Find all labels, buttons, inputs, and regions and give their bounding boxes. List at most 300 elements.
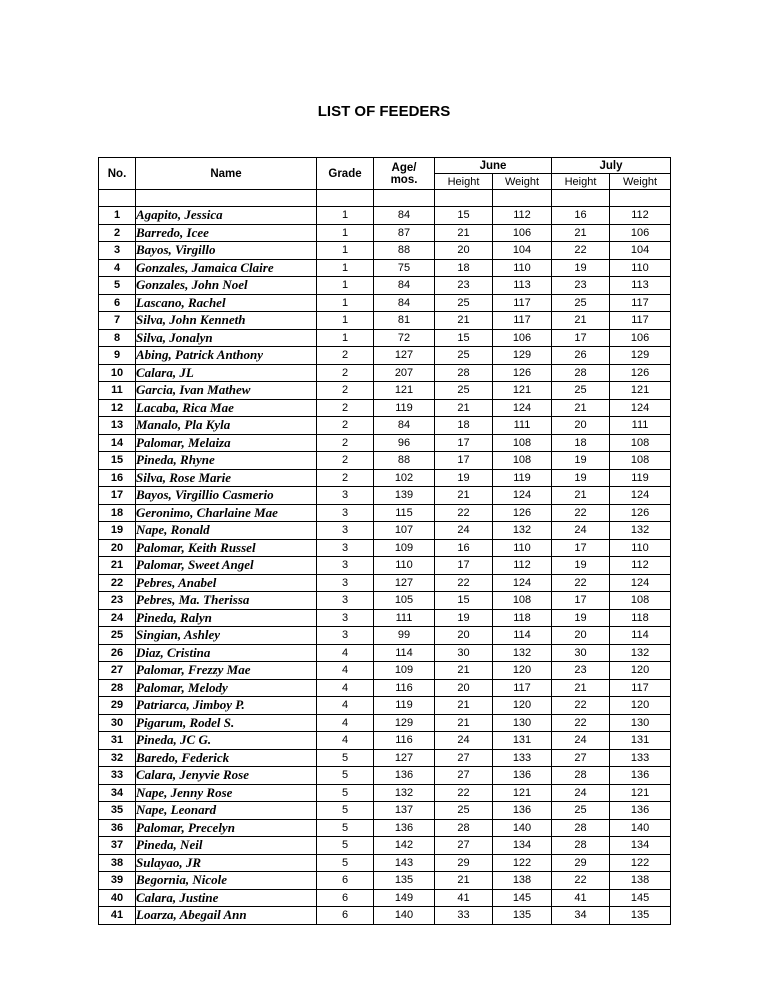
age-months: 88 — [374, 242, 435, 260]
july-weight: 106 — [610, 224, 671, 242]
age-months: 105 — [374, 592, 435, 610]
july-weight: 136 — [610, 767, 671, 785]
grade: 5 — [317, 749, 374, 767]
june-height: 21 — [435, 697, 493, 715]
july-weight: 133 — [610, 749, 671, 767]
student-name: Palomar, Sweet Angel — [136, 557, 317, 575]
july-height: 22 — [552, 697, 610, 715]
june-weight: 112 — [493, 557, 552, 575]
table-row — [99, 504, 671, 522]
student-name: Loarza, Abegail Ann — [136, 907, 317, 925]
july-height: 24 — [552, 732, 610, 750]
blank-row — [99, 190, 671, 207]
july-weight: 124 — [610, 574, 671, 592]
age-months: 75 — [374, 259, 435, 277]
student-name: Abing, Patrick Anthony — [136, 347, 317, 365]
grade: 5 — [317, 854, 374, 872]
july-weight: 121 — [610, 784, 671, 802]
june-weight: 113 — [493, 277, 552, 295]
june-weight: 124 — [493, 399, 552, 417]
table-row — [99, 767, 671, 785]
table-row — [99, 364, 671, 382]
table-row — [99, 469, 671, 487]
grade: 1 — [317, 259, 374, 277]
july-height: 19 — [552, 557, 610, 575]
age-months: 84 — [374, 277, 435, 295]
july-height: 29 — [552, 854, 610, 872]
row-number: 20 — [99, 539, 136, 557]
july-weight: 132 — [610, 522, 671, 540]
table-row — [99, 557, 671, 575]
grade: 6 — [317, 872, 374, 890]
june-height: 41 — [435, 889, 493, 907]
july-weight: 120 — [610, 662, 671, 680]
student-name: Agapito, Jessica — [136, 207, 317, 225]
age-months: 119 — [374, 399, 435, 417]
age-months: 109 — [374, 539, 435, 557]
june-weight: 104 — [493, 242, 552, 260]
june-weight: 136 — [493, 767, 552, 785]
july-weight: 138 — [610, 872, 671, 890]
table-row — [99, 294, 671, 312]
grade: 3 — [317, 504, 374, 522]
age-months: 136 — [374, 767, 435, 785]
table-row — [99, 819, 671, 837]
june-height: 17 — [435, 557, 493, 575]
july-height: 28 — [552, 837, 610, 855]
row-number: 36 — [99, 819, 136, 837]
table-row — [99, 872, 671, 890]
july-weight: 124 — [610, 487, 671, 505]
july-weight: 126 — [610, 504, 671, 522]
header-no: No. — [99, 158, 136, 190]
june-weight: 135 — [493, 907, 552, 925]
june-height: 20 — [435, 627, 493, 645]
age-months: 129 — [374, 714, 435, 732]
july-height: 20 — [552, 417, 610, 435]
grade: 3 — [317, 557, 374, 575]
june-weight: 134 — [493, 837, 552, 855]
june-height: 25 — [435, 802, 493, 820]
student-name: Pigarum, Rodel S. — [136, 714, 317, 732]
june-weight: 121 — [493, 784, 552, 802]
student-name: Pineda, Ralyn — [136, 609, 317, 627]
june-height: 21 — [435, 399, 493, 417]
june-weight: 140 — [493, 819, 552, 837]
row-number: 11 — [99, 382, 136, 400]
july-weight: 112 — [610, 557, 671, 575]
grade: 3 — [317, 539, 374, 557]
age-months: 149 — [374, 889, 435, 907]
student-name: Gonzales, Jamaica Claire — [136, 259, 317, 277]
age-months: 127 — [374, 749, 435, 767]
june-weight: 126 — [493, 504, 552, 522]
row-number: 32 — [99, 749, 136, 767]
july-weight: 110 — [610, 539, 671, 557]
row-number: 25 — [99, 627, 136, 645]
header-name: Name — [136, 158, 317, 190]
student-name: Bayos, Virgillo — [136, 242, 317, 260]
july-height: 22 — [552, 504, 610, 522]
june-weight: 117 — [493, 312, 552, 330]
june-height: 15 — [435, 207, 493, 225]
student-name: Silva, Jonalyn — [136, 329, 317, 347]
july-height: 21 — [552, 224, 610, 242]
june-height: 27 — [435, 767, 493, 785]
student-name: Pebres, Ma. Therissa — [136, 592, 317, 610]
age-months: 84 — [374, 207, 435, 225]
student-name: Geronimo, Charlaine Mae — [136, 504, 317, 522]
row-number: 23 — [99, 592, 136, 610]
age-months: 121 — [374, 382, 435, 400]
july-weight: 117 — [610, 312, 671, 330]
june-height: 22 — [435, 574, 493, 592]
july-height: 21 — [552, 487, 610, 505]
row-number: 10 — [99, 364, 136, 382]
age-months: 116 — [374, 679, 435, 697]
july-height: 17 — [552, 329, 610, 347]
age-months: 127 — [374, 574, 435, 592]
july-weight: 124 — [610, 399, 671, 417]
row-number: 34 — [99, 784, 136, 802]
june-height: 16 — [435, 539, 493, 557]
june-height: 22 — [435, 784, 493, 802]
june-height: 25 — [435, 294, 493, 312]
grade: 5 — [317, 837, 374, 855]
july-height: 22 — [552, 242, 610, 260]
june-weight: 108 — [493, 434, 552, 452]
june-weight: 132 — [493, 644, 552, 662]
table-row — [99, 347, 671, 365]
june-weight: 108 — [493, 592, 552, 610]
grade: 2 — [317, 347, 374, 365]
july-height: 23 — [552, 662, 610, 680]
table-row — [99, 242, 671, 260]
june-height: 24 — [435, 732, 493, 750]
june-height: 17 — [435, 452, 493, 470]
june-weight: 131 — [493, 732, 552, 750]
june-height: 21 — [435, 872, 493, 890]
july-height: 24 — [552, 784, 610, 802]
june-height: 28 — [435, 819, 493, 837]
june-weight: 124 — [493, 487, 552, 505]
row-number: 7 — [99, 312, 136, 330]
age-months: 116 — [374, 732, 435, 750]
table-row — [99, 259, 671, 277]
june-height: 23 — [435, 277, 493, 295]
july-height: 19 — [552, 452, 610, 470]
row-number: 14 — [99, 434, 136, 452]
grade: 3 — [317, 627, 374, 645]
grade: 1 — [317, 277, 374, 295]
june-weight: 133 — [493, 749, 552, 767]
june-height: 15 — [435, 592, 493, 610]
header-july: July — [552, 158, 671, 174]
student-name: Calara, JL — [136, 364, 317, 382]
july-height: 26 — [552, 347, 610, 365]
table-row — [99, 644, 671, 662]
row-number: 8 — [99, 329, 136, 347]
june-weight: 106 — [493, 224, 552, 242]
june-height: 29 — [435, 854, 493, 872]
grade: 3 — [317, 609, 374, 627]
july-height: 17 — [552, 592, 610, 610]
grade: 3 — [317, 487, 374, 505]
age-months: 139 — [374, 487, 435, 505]
row-number: 1 — [99, 207, 136, 225]
july-height: 19 — [552, 609, 610, 627]
grade: 2 — [317, 382, 374, 400]
grade: 2 — [317, 452, 374, 470]
age-months: 72 — [374, 329, 435, 347]
student-name: Lascano, Rachel — [136, 294, 317, 312]
july-weight: 135 — [610, 907, 671, 925]
student-name: Pineda, JC G. — [136, 732, 317, 750]
row-number: 21 — [99, 557, 136, 575]
student-name: Nape, Jenny Rose — [136, 784, 317, 802]
june-weight: 130 — [493, 714, 552, 732]
student-name: Pineda, Neil — [136, 837, 317, 855]
student-name: Baredo, Federick — [136, 749, 317, 767]
student-name: Garcia, Ivan Mathew — [136, 382, 317, 400]
july-weight: 104 — [610, 242, 671, 260]
age-months: 109 — [374, 662, 435, 680]
june-height: 30 — [435, 644, 493, 662]
student-name: Barredo, Icee — [136, 224, 317, 242]
grade: 1 — [317, 207, 374, 225]
july-height: 22 — [552, 872, 610, 890]
student-name: Pineda, Rhyne — [136, 452, 317, 470]
july-height: 25 — [552, 802, 610, 820]
grade: 2 — [317, 417, 374, 435]
header-july-height: Height — [552, 174, 610, 190]
student-name: Silva, Rose Marie — [136, 469, 317, 487]
student-name: Lacaba, Rica Mae — [136, 399, 317, 417]
row-number: 15 — [99, 452, 136, 470]
table-row — [99, 732, 671, 750]
row-number: 13 — [99, 417, 136, 435]
grade: 6 — [317, 907, 374, 925]
july-weight: 120 — [610, 697, 671, 715]
table-row — [99, 487, 671, 505]
row-number: 41 — [99, 907, 136, 925]
age-months: 119 — [374, 697, 435, 715]
grade: 1 — [317, 329, 374, 347]
table-row — [99, 522, 671, 540]
june-weight: 122 — [493, 854, 552, 872]
table-row — [99, 574, 671, 592]
header-age — [374, 158, 435, 190]
header-june: June — [435, 158, 552, 174]
grade: 4 — [317, 697, 374, 715]
row-number: 18 — [99, 504, 136, 522]
july-height: 16 — [552, 207, 610, 225]
grade: 2 — [317, 399, 374, 417]
student-name: Patriarca, Jimboy P. — [136, 697, 317, 715]
row-number: 5 — [99, 277, 136, 295]
row-number: 27 — [99, 662, 136, 680]
student-name: Palomar, Melaiza — [136, 434, 317, 452]
grade: 4 — [317, 679, 374, 697]
age-months: 99 — [374, 627, 435, 645]
grade: 4 — [317, 714, 374, 732]
july-height: 21 — [552, 312, 610, 330]
age-months: 140 — [374, 907, 435, 925]
july-weight: 145 — [610, 889, 671, 907]
june-weight: 108 — [493, 452, 552, 470]
student-name: Nape, Ronald — [136, 522, 317, 540]
july-height: 20 — [552, 627, 610, 645]
july-weight: 119 — [610, 469, 671, 487]
row-number: 24 — [99, 609, 136, 627]
july-weight: 122 — [610, 854, 671, 872]
july-weight: 130 — [610, 714, 671, 732]
age-months: 111 — [374, 609, 435, 627]
row-number: 12 — [99, 399, 136, 417]
grade: 5 — [317, 767, 374, 785]
header-june-height: Height — [435, 174, 493, 190]
table-row — [99, 329, 671, 347]
feeders-table — [98, 157, 671, 925]
row-number: 29 — [99, 697, 136, 715]
table-row — [99, 854, 671, 872]
table-row — [99, 382, 671, 400]
july-height: 19 — [552, 259, 610, 277]
june-height: 19 — [435, 469, 493, 487]
header-july-weight: Weight — [610, 174, 671, 190]
grade: 5 — [317, 784, 374, 802]
june-height: 27 — [435, 749, 493, 767]
grade: 5 — [317, 819, 374, 837]
table-row — [99, 627, 671, 645]
grade: 3 — [317, 574, 374, 592]
row-number: 3 — [99, 242, 136, 260]
july-height: 30 — [552, 644, 610, 662]
row-number: 26 — [99, 644, 136, 662]
june-weight: 112 — [493, 207, 552, 225]
july-weight: 131 — [610, 732, 671, 750]
grade: 1 — [317, 242, 374, 260]
grade: 2 — [317, 434, 374, 452]
july-weight: 110 — [610, 259, 671, 277]
age-months: 135 — [374, 872, 435, 890]
student-name: Manalo, Pla Kyla — [136, 417, 317, 435]
table-row — [99, 907, 671, 925]
age-months: 114 — [374, 644, 435, 662]
july-height: 18 — [552, 434, 610, 452]
july-weight: 108 — [610, 434, 671, 452]
page-title: LIST OF FEEDERS — [317, 103, 451, 120]
table-row — [99, 802, 671, 820]
june-height: 18 — [435, 259, 493, 277]
student-name: Bayos, Virgillio Casmerio — [136, 487, 317, 505]
grade: 2 — [317, 364, 374, 382]
age-months: 88 — [374, 452, 435, 470]
table-row — [99, 592, 671, 610]
june-weight: 121 — [493, 382, 552, 400]
june-weight: 120 — [493, 697, 552, 715]
row-number: 28 — [99, 679, 136, 697]
july-height: 19 — [552, 469, 610, 487]
student-name: Calara, Jenyvie Rose — [136, 767, 317, 785]
table-row — [99, 679, 671, 697]
july-weight: 117 — [610, 679, 671, 697]
june-height: 21 — [435, 487, 493, 505]
july-height: 25 — [552, 382, 610, 400]
row-number: 33 — [99, 767, 136, 785]
july-height: 22 — [552, 574, 610, 592]
grade: 2 — [317, 469, 374, 487]
july-weight: 129 — [610, 347, 671, 365]
age-months: 137 — [374, 802, 435, 820]
july-height: 28 — [552, 767, 610, 785]
table-row — [99, 714, 671, 732]
grade: 4 — [317, 644, 374, 662]
july-height: 27 — [552, 749, 610, 767]
july-height: 24 — [552, 522, 610, 540]
july-weight: 126 — [610, 364, 671, 382]
student-name: Calara, Justine — [136, 889, 317, 907]
student-name: Silva, John Kenneth — [136, 312, 317, 330]
header-age-line2: mos. — [390, 173, 418, 186]
july-weight: 132 — [610, 644, 671, 662]
row-number: 17 — [99, 487, 136, 505]
row-number: 22 — [99, 574, 136, 592]
table-row — [99, 697, 671, 715]
table-row — [99, 749, 671, 767]
july-weight: 140 — [610, 819, 671, 837]
june-height: 27 — [435, 837, 493, 855]
july-height: 25 — [552, 294, 610, 312]
student-name: Palomar, Precelyn — [136, 819, 317, 837]
header-grade: Grade — [317, 158, 374, 190]
june-height: 22 — [435, 504, 493, 522]
table-row — [99, 207, 671, 225]
row-number: 16 — [99, 469, 136, 487]
table-row — [99, 434, 671, 452]
june-weight: 136 — [493, 802, 552, 820]
july-weight: 108 — [610, 592, 671, 610]
june-height: 19 — [435, 609, 493, 627]
age-months: 87 — [374, 224, 435, 242]
june-height: 17 — [435, 434, 493, 452]
table-row — [99, 889, 671, 907]
july-weight: 113 — [610, 277, 671, 295]
age-months: 143 — [374, 854, 435, 872]
student-name: Sulayao, JR — [136, 854, 317, 872]
row-number: 31 — [99, 732, 136, 750]
age-months: 96 — [374, 434, 435, 452]
grade: 4 — [317, 732, 374, 750]
grade: 3 — [317, 522, 374, 540]
june-weight: 114 — [493, 627, 552, 645]
june-weight: 126 — [493, 364, 552, 382]
row-number: 30 — [99, 714, 136, 732]
student-name: Gonzales, John Noel — [136, 277, 317, 295]
student-name: Palomar, Frezzy Mae — [136, 662, 317, 680]
age-months: 142 — [374, 837, 435, 855]
june-weight: 110 — [493, 259, 552, 277]
age-months: 127 — [374, 347, 435, 365]
june-height: 28 — [435, 364, 493, 382]
june-weight: 117 — [493, 294, 552, 312]
june-height: 21 — [435, 312, 493, 330]
row-number: 6 — [99, 294, 136, 312]
row-number: 9 — [99, 347, 136, 365]
july-height: 22 — [552, 714, 610, 732]
june-weight: 120 — [493, 662, 552, 680]
july-height: 34 — [552, 907, 610, 925]
